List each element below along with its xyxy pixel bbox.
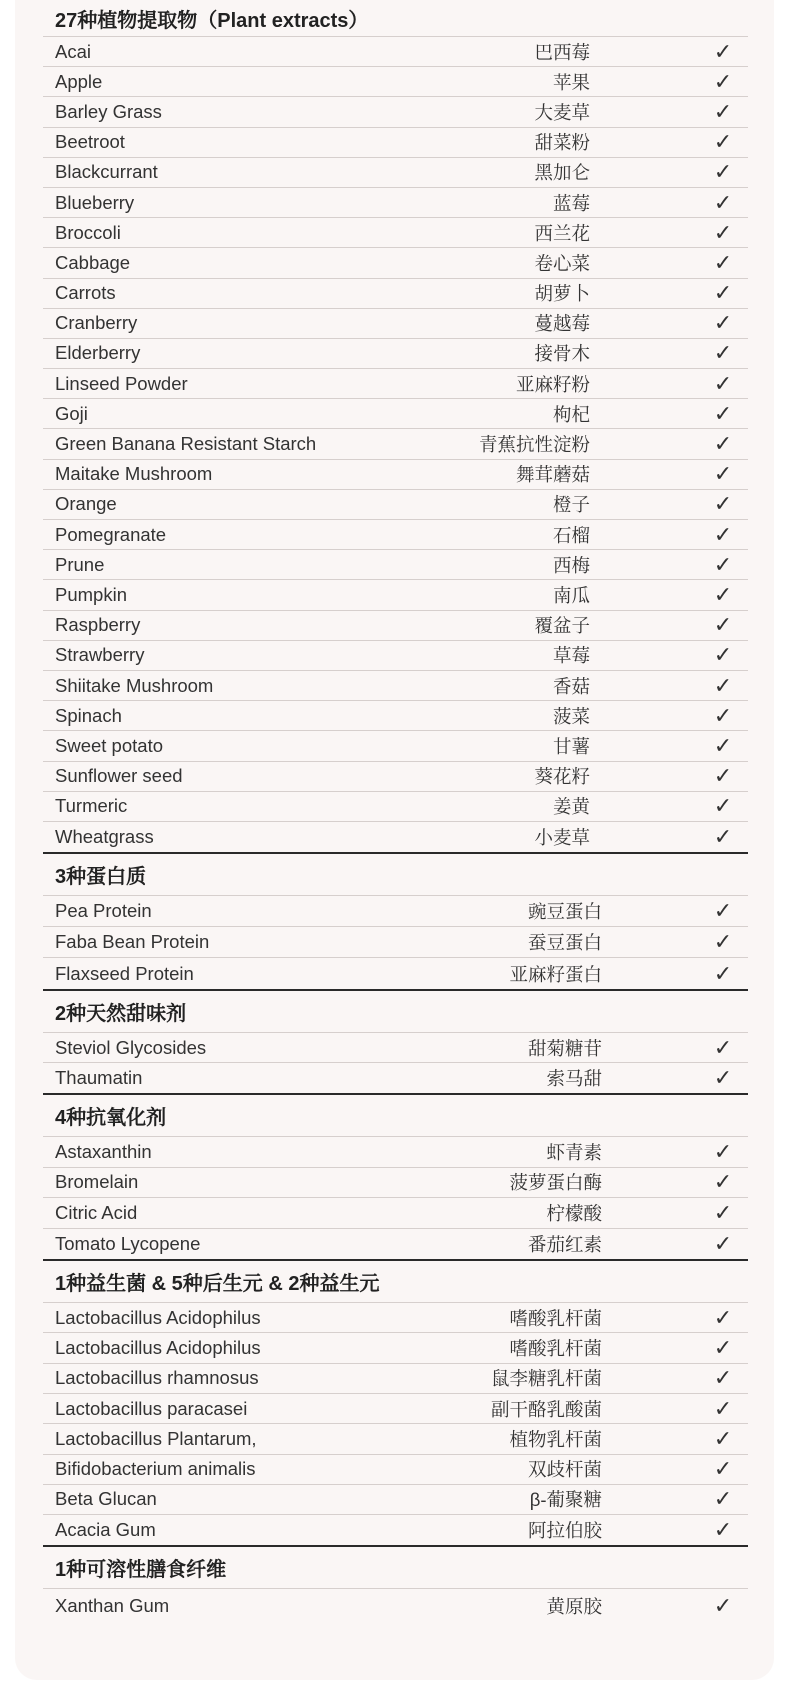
ingredient-chinese-name: β-葡聚糖 — [529, 1489, 602, 1511]
ingredient-row — [43, 97, 748, 127]
check-mark-icon: ✓ — [713, 310, 733, 336]
ingredient-row — [43, 641, 748, 671]
check-mark-icon: ✓ — [713, 1395, 733, 1421]
ingredient-row — [43, 927, 748, 958]
check-mark-icon: ✓ — [713, 461, 733, 487]
ingredient-section — [43, 0, 748, 854]
ingredient-row — [43, 279, 748, 309]
check-mark-icon: ✓ — [713, 1065, 733, 1091]
ingredient-chinese-name: 香菇 — [552, 675, 590, 697]
ingredient-chinese-name: 菠萝蛋白酶 — [509, 1172, 602, 1194]
section-title: 3种蛋白质 — [43, 854, 748, 896]
ingredient-row — [43, 1589, 748, 1623]
check-mark-icon: ✓ — [713, 129, 733, 155]
ingredient-row — [43, 1455, 748, 1485]
ingredient-english-name: Linseed Powder — [55, 372, 188, 394]
ingredient-english-name: Orange — [55, 493, 117, 515]
ingredient-row — [43, 792, 748, 822]
check-mark-icon: ✓ — [713, 1169, 733, 1195]
ingredient-english-name: Tomato Lycopene — [55, 1232, 201, 1254]
ingredient-chinese-name: 西梅 — [552, 554, 590, 576]
ingredient-english-name: Pomegranate — [55, 523, 167, 545]
check-mark-icon: ✓ — [713, 68, 733, 94]
ingredient-chinese-name: 葵花籽 — [534, 766, 590, 788]
check-mark-icon: ✓ — [713, 38, 733, 64]
ingredient-english-name: Cranberry — [55, 312, 138, 334]
ingredient-english-name: Lactobacillus Acidophilus — [55, 1337, 261, 1358]
ingredient-chinese-name: 菠菜 — [552, 705, 590, 727]
ingredient-chinese-name: 大麦草 — [534, 101, 590, 123]
ingredient-english-name: Carrots — [55, 282, 116, 304]
ingredient-chinese-name: 小麦草 — [534, 826, 590, 848]
ingredient-chinese-name: 虾青素 — [546, 1141, 602, 1163]
check-mark-icon: ✓ — [713, 1335, 733, 1360]
ingredient-row — [43, 188, 748, 218]
ingredient-row — [43, 701, 748, 731]
ingredient-row — [43, 1168, 748, 1199]
check-mark-icon: ✓ — [713, 431, 733, 457]
ingredient-english-name: Prune — [55, 553, 105, 575]
ingredient-chinese-name: 甘薯 — [552, 735, 590, 757]
ingredient-row — [43, 460, 748, 490]
ingredient-english-name: Astaxanthin — [55, 1140, 152, 1162]
ingredient-chinese-name: 草莓 — [552, 645, 590, 667]
ingredient-row — [43, 37, 748, 67]
ingredient-section — [43, 1095, 748, 1261]
check-mark-icon: ✓ — [713, 159, 733, 185]
check-mark-icon: ✓ — [713, 1486, 733, 1512]
ingredient-row — [43, 580, 748, 610]
check-mark-icon: ✓ — [713, 249, 733, 275]
ingredient-row — [43, 1394, 748, 1424]
check-mark-icon: ✓ — [713, 1593, 733, 1619]
ingredient-english-name: Pumpkin — [55, 583, 127, 605]
ingredient-row — [43, 67, 748, 97]
ingredient-chinese-name: 甜菊糖苷 — [527, 1037, 602, 1059]
ingredient-row — [43, 1515, 748, 1545]
ingredient-chinese-name: 嗜酸乳杆菌 — [509, 1307, 602, 1329]
ingredient-english-name: Acacia Gum — [55, 1519, 156, 1541]
ingredient-chinese-name: 嗜酸乳杆菌 — [509, 1338, 602, 1359]
ingredient-chinese-name: 枸杞 — [552, 403, 590, 425]
ingredient-english-name: Broccoli — [55, 221, 121, 243]
ingredient-english-name: Flaxseed Protein — [55, 962, 194, 984]
ingredient-section — [43, 854, 748, 991]
ingredient-row — [43, 762, 748, 792]
ingredient-row — [43, 1333, 748, 1363]
ingredient-chinese-name: 番茄红素 — [527, 1233, 602, 1255]
check-mark-icon: ✓ — [713, 823, 733, 849]
check-mark-icon: ✓ — [713, 642, 733, 668]
ingredient-row — [43, 1198, 748, 1229]
check-mark-icon: ✓ — [713, 491, 733, 517]
check-mark-icon: ✓ — [713, 732, 733, 758]
check-mark-icon: ✓ — [713, 1034, 733, 1060]
ingredient-row — [43, 671, 748, 701]
check-mark-icon: ✓ — [713, 551, 733, 577]
ingredient-row — [43, 399, 748, 429]
section-title: 27种植物提取物（Plant extracts） — [43, 0, 748, 37]
ingredient-english-name: Maitake Mushroom — [55, 463, 213, 485]
ingredient-row — [43, 248, 748, 278]
ingredient-english-name: Cabbage — [55, 251, 131, 273]
ingredient-chinese-name: 蚕豆蛋白 — [527, 932, 602, 954]
ingredient-english-name: Blackcurrant — [55, 161, 158, 183]
ingredient-chinese-name: 蓝莓 — [552, 192, 590, 214]
ingredient-row — [43, 309, 748, 339]
ingredient-chinese-name: 接骨木 — [534, 343, 590, 365]
ingredient-row — [43, 1303, 748, 1333]
ingredient-row — [43, 158, 748, 188]
check-mark-icon: ✓ — [713, 280, 733, 306]
section-title: 1种益生菌 & 5种后生元 & 2种益生元 — [43, 1261, 748, 1303]
ingredient-english-name: Elderberry — [55, 342, 141, 364]
ingredient-english-name: Lactobacillus Acidophilus — [55, 1306, 261, 1328]
ingredient-row — [43, 339, 748, 369]
check-mark-icon: ✓ — [713, 370, 733, 396]
check-mark-icon: ✓ — [713, 960, 733, 986]
check-mark-icon: ✓ — [713, 898, 733, 924]
ingredient-row — [43, 822, 748, 852]
ingredient-english-name: Barley Grass — [55, 100, 162, 122]
ingredient-english-name: Lactobacillus Plantarum, — [55, 1427, 257, 1449]
ingredient-english-name: Strawberry — [55, 644, 145, 666]
ingredient-english-name: Pea Protein — [55, 900, 152, 922]
ingredient-chinese-name: 舞茸蘑菇 — [515, 464, 590, 486]
ingredient-english-name: Apple — [55, 70, 103, 92]
ingredient-chinese-name: 索马甜 — [546, 1068, 602, 1090]
ingredient-section — [43, 991, 748, 1095]
ingredient-chinese-name: 南瓜 — [552, 584, 590, 606]
ingredient-english-name: Shiitake Mushroom — [55, 674, 214, 696]
ingredient-english-name: Beetroot — [55, 131, 125, 153]
ingredient-chinese-name: 双歧杆菌 — [527, 1459, 602, 1481]
section-title: 2种天然甜味剂 — [43, 991, 748, 1033]
ingredient-english-name: Turmeric — [55, 795, 128, 817]
check-mark-icon: ✓ — [713, 929, 733, 955]
ingredient-row — [43, 429, 748, 459]
ingredient-chinese-name: 卷心菜 — [534, 252, 590, 274]
ingredient-chinese-name: 亚麻籽蛋白 — [509, 963, 602, 985]
ingredient-row — [43, 1424, 748, 1454]
check-mark-icon: ✓ — [713, 400, 733, 426]
ingredient-chinese-name: 阿拉伯胶 — [527, 1520, 602, 1542]
check-mark-icon: ✓ — [713, 612, 733, 638]
check-mark-icon: ✓ — [713, 521, 733, 547]
ingredient-english-name: Bifidobacterium animalis — [55, 1458, 256, 1480]
ingredient-english-name: Bromelain — [55, 1171, 139, 1193]
ingredient-section — [43, 1547, 748, 1623]
ingredient-row — [43, 958, 748, 989]
ingredient-english-name: Sweet potato — [55, 734, 163, 756]
check-mark-icon: ✓ — [713, 793, 733, 819]
check-mark-icon: ✓ — [713, 1517, 733, 1543]
ingredient-section — [43, 1261, 748, 1547]
check-mark-icon: ✓ — [713, 672, 733, 698]
ingredient-row — [43, 896, 748, 927]
check-mark-icon: ✓ — [713, 1365, 733, 1391]
ingredient-row — [43, 490, 748, 520]
ingredient-chinese-name: 覆盆子 — [534, 615, 590, 637]
ingredient-chinese-name: 青蕉抗性淀粉 — [478, 434, 590, 456]
ingredient-row — [43, 1485, 748, 1515]
ingredient-english-name: Lactobacillus rhamnosus — [55, 1367, 259, 1389]
check-mark-icon: ✓ — [713, 581, 733, 607]
ingredient-english-name: Steviol Glycosides — [55, 1036, 207, 1058]
ingredient-chinese-name: 植物乳杆菌 — [509, 1428, 602, 1450]
ingredient-chinese-name: 巴西莓 — [534, 41, 590, 63]
ingredient-english-name: Faba Bean Protein — [55, 931, 210, 953]
check-mark-icon: ✓ — [713, 98, 733, 124]
ingredient-chinese-name: 鼠李糖乳杆菌 — [490, 1368, 602, 1390]
ingredient-english-name: Raspberry — [55, 614, 141, 636]
ingredient-english-name: Xanthan Gum — [55, 1595, 170, 1617]
ingredient-chinese-name: 亚麻籽粉 — [515, 373, 590, 395]
ingredient-row — [43, 1033, 748, 1063]
ingredient-english-name: Lactobacillus paracasei — [55, 1397, 248, 1419]
ingredient-row — [43, 369, 748, 399]
ingredient-row — [43, 128, 748, 158]
ingredient-english-name: Sunflower seed — [55, 765, 183, 787]
ingredient-row — [43, 731, 748, 761]
check-mark-icon: ✓ — [713, 189, 733, 215]
ingredient-english-name: Beta Glucan — [55, 1488, 157, 1510]
ingredient-chinese-name: 石榴 — [552, 524, 590, 546]
ingredient-row — [43, 520, 748, 550]
ingredient-english-name: Acai — [55, 40, 91, 62]
section-title: 4种抗氧化剂 — [43, 1095, 748, 1137]
check-mark-icon: ✓ — [713, 219, 733, 245]
check-mark-icon: ✓ — [713, 1199, 733, 1225]
ingredient-chinese-name: 副干酪乳酸菌 — [490, 1398, 602, 1420]
check-mark-icon: ✓ — [713, 763, 733, 789]
ingredient-chinese-name: 黄原胶 — [546, 1596, 602, 1618]
check-mark-icon: ✓ — [713, 1230, 733, 1256]
ingredient-english-name: Thaumatin — [55, 1067, 143, 1089]
ingredient-chinese-name: 柠檬酸 — [546, 1202, 602, 1224]
ingredient-row — [43, 1137, 748, 1168]
ingredient-chinese-name: 甜菜粉 — [534, 132, 590, 154]
ingredient-chinese-name: 西兰花 — [534, 222, 590, 244]
ingredient-row — [43, 1063, 748, 1093]
ingredient-english-name: Blueberry — [55, 191, 135, 213]
ingredient-chinese-name: 苹果 — [552, 71, 590, 93]
ingredients-table — [43, 0, 748, 1623]
check-mark-icon: ✓ — [713, 1304, 733, 1330]
ingredient-chinese-name: 姜黄 — [552, 796, 590, 818]
ingredient-row — [43, 218, 748, 248]
section-title: 1种可溶性膳食纤维 — [43, 1547, 748, 1589]
ingredient-chinese-name: 黑加仑 — [534, 162, 590, 184]
ingredient-english-name: Spinach — [55, 704, 122, 726]
ingredient-chinese-name: 蔓越莓 — [534, 313, 590, 335]
ingredient-chinese-name: 胡萝卜 — [534, 283, 590, 305]
ingredient-english-name: Citric Acid — [55, 1201, 138, 1223]
check-mark-icon: ✓ — [713, 1425, 733, 1451]
check-mark-icon: ✓ — [713, 702, 733, 728]
ingredient-chinese-name: 橙子 — [552, 494, 590, 516]
ingredient-row — [43, 611, 748, 641]
check-mark-icon: ✓ — [713, 1456, 733, 1482]
ingredient-chinese-name: 豌豆蛋白 — [527, 901, 602, 923]
ingredient-english-name: Green Banana Resistant Starch — [55, 433, 317, 455]
check-mark-icon: ✓ — [713, 1138, 733, 1164]
ingredient-english-name: Goji — [55, 402, 88, 424]
ingredient-row — [43, 1229, 748, 1260]
ingredient-english-name: Wheatgrass — [55, 825, 154, 847]
ingredient-row — [43, 550, 748, 580]
ingredient-row — [43, 1364, 748, 1394]
check-mark-icon: ✓ — [713, 340, 733, 366]
